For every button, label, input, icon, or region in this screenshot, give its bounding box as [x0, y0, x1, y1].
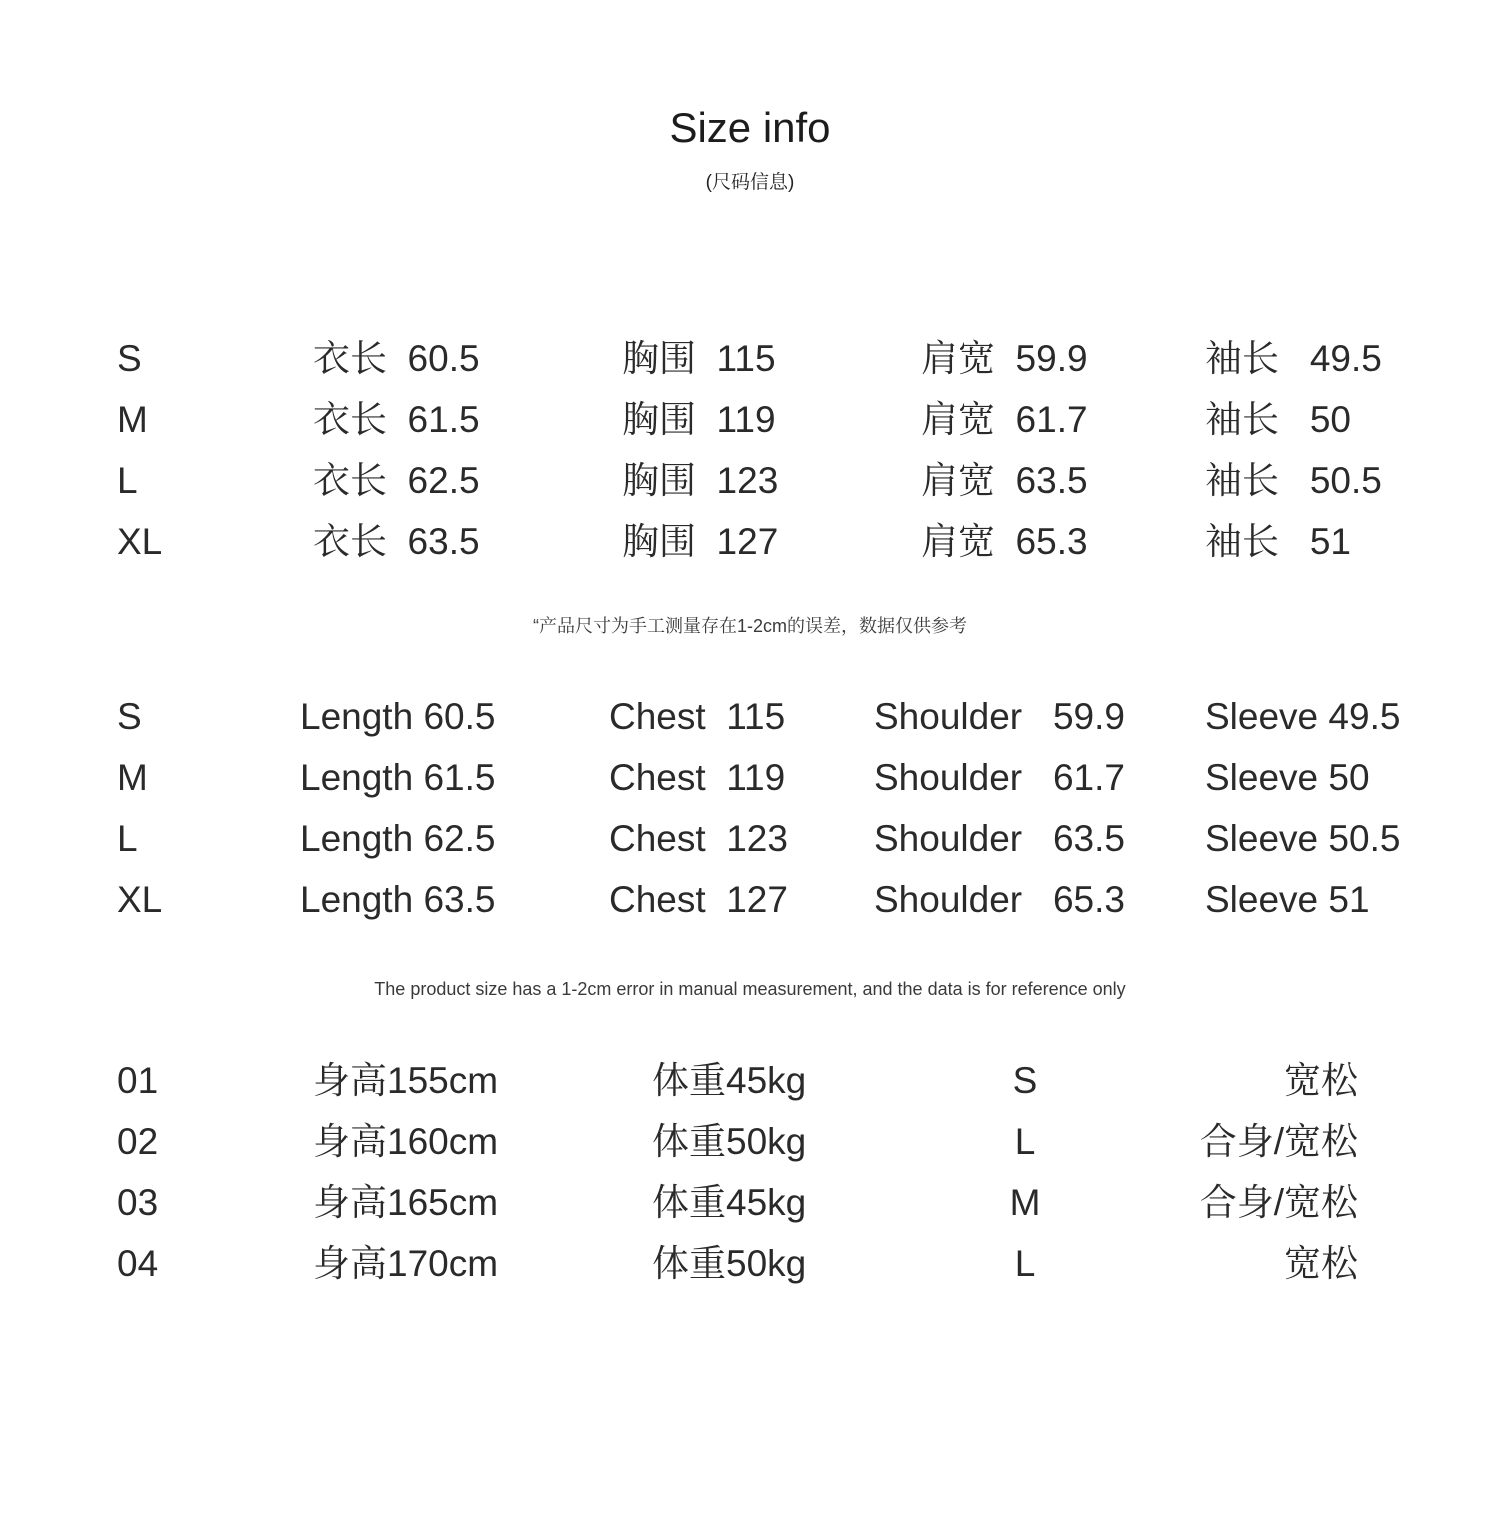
model-height: 身高170cm: [313, 1243, 499, 1284]
en-measurement-note: The product size has a 1-2cm error in manual measurement, and the data is for reference only: [374, 979, 1126, 999]
shoulder-value: Shoulder 65.3: [874, 879, 1125, 920]
length-value: Length 62.5: [300, 818, 496, 859]
length-value: 衣长 62.5: [313, 460, 480, 501]
chest-value: 胸围 127: [622, 521, 779, 562]
shoulder-value: 肩宽 63.5: [921, 460, 1088, 501]
chest-value: 胸围 119: [622, 399, 776, 440]
model-size: L: [1014, 1121, 1036, 1162]
shoulder-value: Shoulder 63.5: [874, 818, 1125, 859]
model-id: 01: [117, 1060, 159, 1101]
model-size: L: [1014, 1243, 1036, 1284]
sleeve-value: Sleeve 50.5: [1205, 818, 1401, 859]
model-height: 身高165cm: [313, 1182, 499, 1223]
sleeve-value: 袖长 49.5: [1205, 338, 1382, 379]
size-label: S: [117, 696, 142, 737]
length-value: 衣长 63.5: [313, 521, 480, 562]
shoulder-value: Shoulder 59.9: [874, 696, 1125, 737]
size-label: L: [117, 460, 138, 501]
chest-value: Chest 115: [609, 696, 786, 737]
sleeve-value: 袖长 50.5: [1205, 460, 1382, 501]
model-weight: 体重50kg: [652, 1121, 807, 1162]
sleeve-value: 袖长 51: [1205, 521, 1351, 562]
page-title: Size info: [669, 104, 831, 151]
model-size: S: [1012, 1060, 1038, 1101]
length-value: Length 61.5: [300, 757, 496, 798]
size-label: L: [117, 818, 138, 859]
size-label: XL: [117, 879, 163, 920]
model-id: 04: [117, 1243, 159, 1284]
shoulder-value: 肩宽 61.7: [921, 399, 1088, 440]
size-label: M: [117, 757, 148, 798]
model-weight: 体重45kg: [652, 1060, 807, 1101]
length-value: 衣长 61.5: [313, 399, 480, 440]
length-value: Length 63.5: [300, 879, 496, 920]
sleeve-value: Sleeve 50: [1205, 757, 1370, 798]
chest-value: 胸围 115: [622, 338, 776, 379]
sleeve-value: Sleeve 51: [1205, 879, 1370, 920]
model-id: 02: [117, 1121, 159, 1162]
chest-value: Chest 123: [609, 818, 788, 859]
sleeve-value: 袖长 50: [1205, 399, 1351, 440]
model-height: 身高155cm: [313, 1060, 499, 1101]
page-subtitle: (尺码信息): [705, 172, 795, 193]
length-value: 衣长 60.5: [313, 338, 480, 379]
shoulder-value: 肩宽 59.9: [921, 338, 1088, 379]
model-fit: 合身/宽松: [1199, 1182, 1358, 1223]
chest-value: 胸围 123: [622, 460, 779, 501]
size-label: S: [117, 338, 142, 379]
model-fit: 宽松: [1284, 1060, 1358, 1101]
model-weight: 体重45kg: [652, 1182, 807, 1223]
chest-value: Chest 127: [609, 879, 788, 920]
cn-measurement-note: “产品尺寸为手工测量存在1-2cm的误差，数据仅供参考: [532, 616, 967, 636]
model-height: 身高160cm: [313, 1121, 499, 1162]
model-weight: 体重50kg: [652, 1243, 807, 1284]
model-size: M: [1009, 1182, 1041, 1223]
length-value: Length 60.5: [300, 696, 496, 737]
model-id: 03: [117, 1182, 159, 1223]
size-label: M: [117, 399, 148, 440]
sleeve-value: Sleeve 49.5: [1205, 696, 1401, 737]
shoulder-value: Shoulder 61.7: [874, 757, 1125, 798]
shoulder-value: 肩宽 65.3: [921, 521, 1088, 562]
model-fit: 合身/宽松: [1199, 1121, 1358, 1162]
model-fit: 宽松: [1284, 1243, 1358, 1284]
size-label: XL: [117, 521, 163, 562]
chest-value: Chest 119: [609, 757, 786, 798]
